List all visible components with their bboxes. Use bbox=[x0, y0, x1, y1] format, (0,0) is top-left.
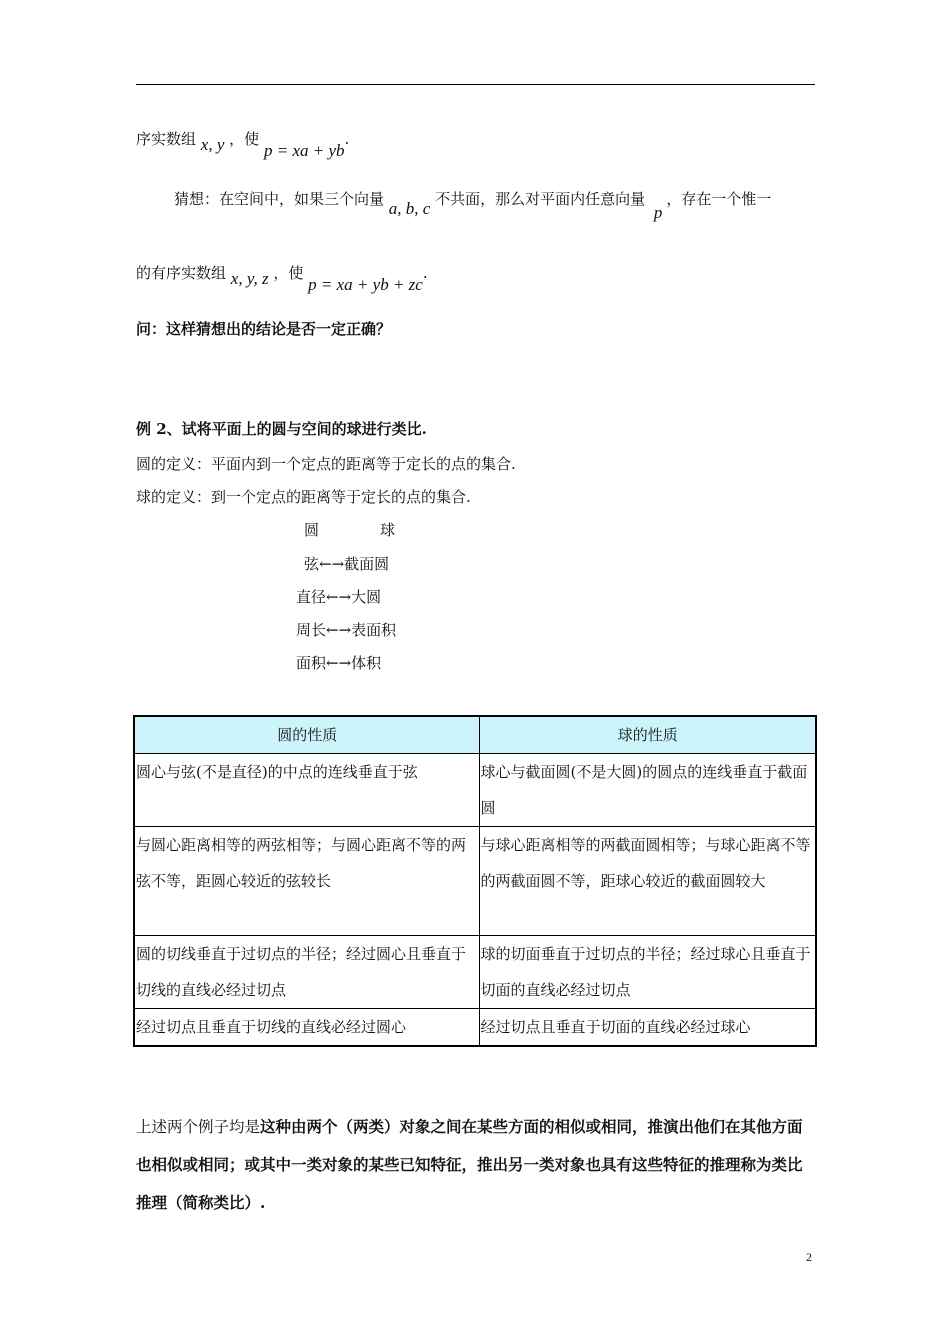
table-cell: 与球心距离相等的两截面圆相等；与球心距离不等的两截面圆不等，距球心较近的截面圆较大 bbox=[479, 827, 816, 936]
table-row bbox=[134, 936, 816, 1009]
table-cell: 球心与截面圆(不是大圆)的圆点的连线垂直于截面圆 bbox=[479, 754, 816, 827]
intro-text: 序实数组 bbox=[136, 130, 197, 148]
intro-line-3 bbox=[136, 262, 428, 294]
table-cell: 经过切点且垂直于切面的直线必经过球心 bbox=[479, 1009, 816, 1047]
math-vectors: a, b, c bbox=[388, 199, 431, 218]
table-header-circle: 圆的性质 bbox=[134, 716, 479, 754]
table-cell: 与圆心距离相等的两弦相等；与圆心距离不等的两弦不等，距圆心较近的弦较长 bbox=[134, 827, 479, 936]
closing-bold-text: 这种由两个（两类）对象之间在某些方面的相似或相同，推演出他们在其他方面也相似或相同；或其中一类对象的某些已知特征，推出另一类对象也具有这些特征的推理称为类比推理（简称类比）. bbox=[136, 1117, 803, 1212]
example2-title: 例 2、试将平面上的圆与空间的球进行类比. bbox=[136, 420, 427, 438]
properties-table bbox=[133, 715, 817, 1047]
header-rule bbox=[136, 84, 815, 85]
intro-text: 的有序实数组 bbox=[136, 264, 227, 282]
sphere-definition: 球的定义：到一个定点的距离等于定长的点的集合. bbox=[136, 488, 471, 506]
analogy-row: 直径←→大圆 bbox=[296, 588, 382, 606]
intro-text: ，使 bbox=[273, 264, 304, 282]
table-row bbox=[134, 1009, 816, 1047]
table-row bbox=[134, 827, 816, 936]
analogy-header-sphere: 球 bbox=[380, 521, 396, 539]
conjecture-line bbox=[174, 188, 816, 222]
table-cell: 经过切点且垂直于切线的直线必经过圆心 bbox=[134, 1009, 479, 1047]
math-vars: x, y bbox=[200, 135, 225, 154]
conjecture-text: 不共面，那么对平面内任意向量 bbox=[435, 190, 646, 208]
analogy-row: 面积←→体积 bbox=[296, 654, 382, 672]
table-row bbox=[134, 754, 816, 827]
math-formula: p = xa + yb + zc bbox=[308, 275, 423, 294]
analogy-header-circle: 圆 bbox=[304, 521, 320, 539]
closing-paragraph bbox=[136, 1108, 816, 1222]
analogy-row: 周长←→表面积 bbox=[296, 621, 397, 639]
intro-line-1 bbox=[136, 128, 350, 160]
question: 问：这样猜想出的结论是否一定正确？ bbox=[136, 320, 392, 338]
intro-text: ，使 bbox=[229, 130, 260, 148]
math-vars: x, y, z bbox=[230, 269, 269, 288]
intro-text: . bbox=[344, 130, 350, 148]
analogy-row: 弦←→截面圆 bbox=[304, 555, 390, 573]
table-header-row bbox=[134, 716, 816, 754]
conjecture-text: ，存在一个惟一 bbox=[666, 190, 772, 208]
intro-text: . bbox=[422, 264, 428, 282]
table-cell: 圆的切线垂直于过切点的半径；经过圆心且垂直于切线的直线必经过切点 bbox=[134, 936, 479, 1009]
page-number: 2 bbox=[806, 1250, 812, 1264]
table-header-sphere: 球的性质 bbox=[479, 716, 816, 754]
math-formula: p = xa + yb bbox=[263, 141, 345, 160]
math-vector-p: p bbox=[653, 203, 663, 222]
closing-normal-text: 上述两个例子均是 bbox=[136, 1118, 261, 1136]
conjecture-text: 猜想：在空间中，如果三个向量 bbox=[174, 190, 385, 208]
table-cell: 圆心与弦(不是直径)的中点的连线垂直于弦 bbox=[134, 754, 479, 827]
circle-definition: 圆的定义：平面内到一个定点的距离等于定长的点的集合. bbox=[136, 455, 516, 473]
table-cell: 球的切面垂直于过切点的半径；经过球心且垂直于切面的直线必经过切点 bbox=[479, 936, 816, 1009]
